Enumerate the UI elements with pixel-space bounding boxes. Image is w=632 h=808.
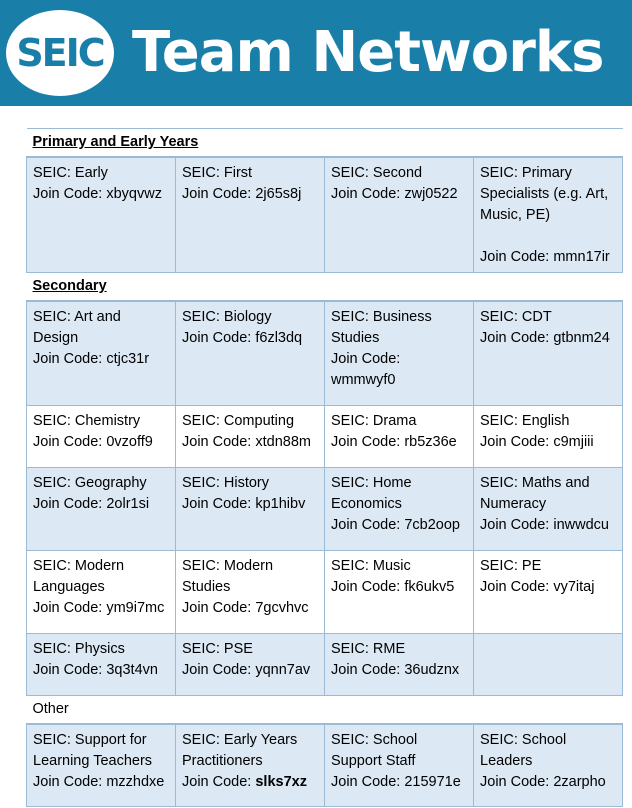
section-heading: Other	[27, 695, 623, 724]
team-cell	[27, 550, 176, 633]
join-code: Join Code: gtbnm24	[480, 330, 610, 346]
table-row	[27, 633, 623, 695]
team-name: SEIC: First	[182, 165, 253, 181]
team-cell	[325, 550, 474, 633]
team-name: SEIC: History	[182, 474, 270, 491]
join-code: Join Code: vy7itaj	[480, 578, 595, 595]
team-name: SEIC: Maths and Numeracy	[480, 474, 590, 512]
team-cell	[27, 633, 176, 695]
join-code: Join Code: 2zarpho	[480, 773, 606, 790]
join-code-label: Join Code:	[182, 773, 256, 790]
table-row	[27, 467, 623, 550]
join-code: Join Code: 7cb2oop	[331, 516, 460, 533]
team-name: SEIC: Music	[331, 557, 411, 574]
join-code: Join Code: xbyqvwz	[33, 186, 162, 202]
team-name: SEIC: PSE	[182, 640, 253, 657]
team-name: SEIC: RME	[331, 640, 406, 657]
team-cell	[176, 301, 325, 405]
join-code: Join Code: zwj0522	[331, 186, 458, 202]
section-header-other	[27, 695, 623, 724]
empty-cell	[474, 633, 623, 695]
section-header-secondary	[27, 273, 623, 302]
team-cell	[27, 724, 176, 807]
table-row	[27, 405, 623, 467]
team-name: SEIC: School Leaders	[480, 731, 567, 769]
team-cell	[474, 157, 623, 273]
team-name: SEIC: Computing	[182, 412, 295, 429]
team-cell	[176, 157, 325, 273]
team-name: SEIC: PE	[480, 557, 542, 574]
team-name: SEIC: Art and Design	[33, 309, 121, 346]
table-row	[27, 157, 623, 273]
team-cell	[325, 633, 474, 695]
join-code: Join Code: ctjc31r	[33, 351, 150, 367]
join-code: Join Code: mzzhdxe	[33, 773, 165, 790]
team-name: SEIC: Business Studies	[331, 309, 432, 346]
join-code: Join Code: wmmwyf0	[331, 351, 401, 388]
team-cell	[474, 405, 623, 467]
table-row	[27, 301, 623, 405]
table-row	[27, 550, 623, 633]
page-title: Team Networks	[132, 20, 604, 85]
join-code: Join Code: 2olr1si	[33, 495, 150, 512]
team-cell	[176, 467, 325, 550]
team-name: SEIC: Home Economics	[331, 474, 412, 512]
team-cell	[176, 724, 325, 807]
team-networks-table	[26, 128, 623, 807]
team-cell	[325, 724, 474, 807]
team-name: SEIC: Biology	[182, 309, 272, 325]
join-code-value: slks7xz	[255, 773, 307, 790]
team-cell	[474, 301, 623, 405]
join-code: Join Code: xtdn88m	[182, 433, 311, 450]
join-code: Join Code: ym9i7mc	[33, 599, 165, 616]
join-code: Join Code: fk6ukv5	[331, 578, 455, 595]
join-code: Join Code: f6zl3dq	[182, 330, 303, 346]
join-code	[182, 772, 318, 793]
join-code: Join Code: kp1hibv	[182, 495, 306, 512]
join-code: Join Code: 2j65s8j	[182, 186, 302, 202]
join-code: Join Code: yqnn7av	[182, 661, 311, 678]
join-code: Join Code: 3q3t4vn	[33, 661, 158, 678]
team-name: SEIC: Modern Languages	[33, 557, 125, 595]
team-cell	[27, 405, 176, 467]
logo-text: SEIC	[16, 31, 104, 75]
join-code: Join Code: 36udznx	[331, 661, 460, 678]
join-code: Join Code: 0vzoff9	[33, 433, 153, 450]
team-name: SEIC: Physics	[33, 640, 125, 657]
join-code: Join Code: c9mjiii	[480, 433, 594, 450]
team-name: SEIC: Second	[331, 165, 423, 181]
section-heading: Secondary	[27, 273, 623, 302]
team-name: SEIC: Support for Learning Teachers	[33, 731, 153, 769]
section-header-primary	[27, 129, 623, 158]
team-name: SEIC: CDT	[480, 309, 552, 325]
team-name: SEIC: Geography	[33, 474, 147, 491]
team-cell	[176, 633, 325, 695]
team-cell	[325, 405, 474, 467]
team-cell	[474, 724, 623, 807]
team-cell	[176, 550, 325, 633]
join-code: Join Code: 215971e	[331, 773, 461, 790]
join-code: Join Code: inwwdcu	[480, 516, 609, 533]
team-cell	[474, 467, 623, 550]
team-name: SEIC: Chemistry	[33, 412, 141, 429]
team-cell	[325, 157, 474, 273]
team-name: SEIC: Primary Specialists (e.g. Art, Music, PE)	[480, 165, 609, 223]
team-name: SEIC: Drama	[331, 412, 417, 429]
team-cell	[27, 157, 176, 273]
join-code: Join Code: 7gcvhvc	[182, 599, 309, 616]
team-cell	[474, 550, 623, 633]
team-name: SEIC: English	[480, 412, 570, 429]
team-cell	[27, 301, 176, 405]
team-cell	[27, 467, 176, 550]
header-banner	[0, 0, 632, 106]
team-cell	[325, 467, 474, 550]
team-name: SEIC: Early Years Practitioners	[182, 731, 298, 769]
join-code: Join Code: rb5z36e	[331, 433, 457, 450]
team-cell	[176, 405, 325, 467]
team-name: SEIC: Modern Studies	[182, 557, 274, 595]
team-name: SEIC: Early	[33, 165, 108, 181]
table-row	[27, 724, 623, 807]
join-code: Join Code: mmn17ir	[480, 249, 610, 265]
team-cell	[325, 301, 474, 405]
section-heading: Primary and Early Years	[27, 129, 623, 158]
seic-logo	[6, 10, 114, 96]
team-name: SEIC: School Support Staff	[331, 731, 418, 769]
